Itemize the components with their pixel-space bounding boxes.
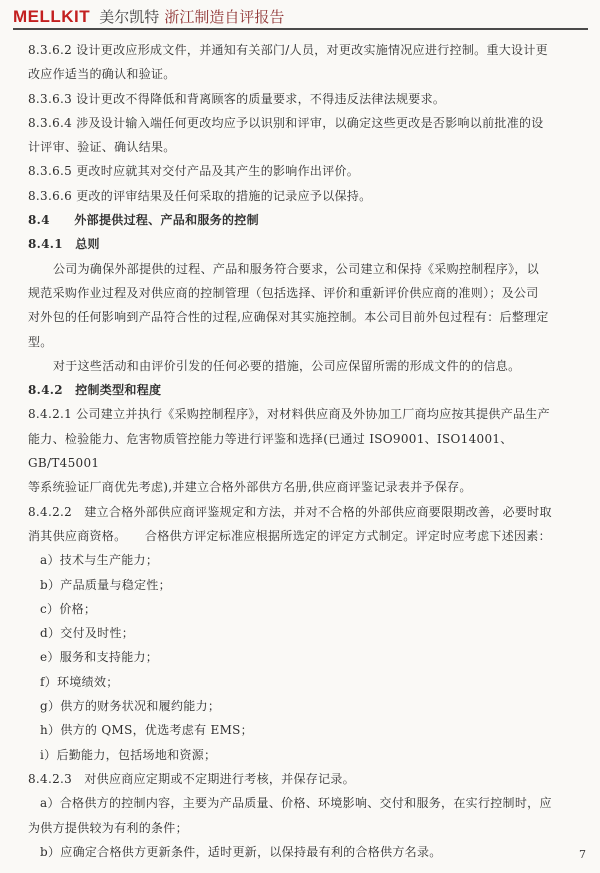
text-line: 能力、检验能力、危害物质管控能力等进行评鉴和选择(已通过 ISO9001、ISO14001、GB/T45001 bbox=[28, 431, 513, 471]
text-line: 8.4.2.2 建立合格外部供应商评鉴规定和方法，并对不合格的外部供应商要限期改善，必要时取 bbox=[28, 504, 552, 519]
text-line: 8.3.6.2 设计更改应形成文件，并通知有关部门/人员，对更改实施情况应进行控制。重大设计更 bbox=[28, 43, 548, 57]
list-item-b2: b）应确定合格供方更新条件，适时更新，以保持最有利的合格供方名录。 bbox=[40, 844, 442, 859]
text-line: 8.3.6.3 设计更改不得降低和背离顾客的质量要求，不得违反法律法规要求。 bbox=[28, 91, 446, 106]
text-line: 8.3.6.5 更改时应就其对交付产品及其产生的影响作出评价。 bbox=[28, 164, 360, 179]
text-line: 计评审、验证、确认结果。 bbox=[28, 140, 176, 155]
text-line: 等系统验证厂商优先考虑),并建立合格外部供方名册,供应商评鉴记录表并予保存。 bbox=[28, 480, 472, 495]
list-item-f: f）环境绩效； bbox=[40, 674, 119, 689]
text-line: 8.3.6.6 更改的评审结果及任何采取的措施的记录应予以保持。 bbox=[28, 188, 372, 203]
brand-logo-text: MELLKIT bbox=[13, 7, 91, 26]
report-title: 浙江制造自评报告 bbox=[164, 8, 285, 26]
list-item-b: b）产品质量与稳定性； bbox=[40, 577, 171, 592]
text-line: 对外包的任何影响到产品符合性的过程,应确保对其实施控制。本公司目前外包过程有：后整理定 bbox=[28, 310, 549, 325]
section-heading-8-4-2: 8.4.2 控制类型和程度 bbox=[28, 383, 162, 398]
document-body bbox=[28, 38, 574, 864]
text-line: 公司为确保外部提供的过程、产品和服务符合要求，公司建立和保持《采购控制程序》，以 bbox=[53, 261, 540, 276]
list-item-h: h）供方的 QMS，优选考虑有 EMS； bbox=[40, 723, 253, 738]
text-line: 8.4.2.1 公司建立并执行《采购控制程序》，对材料供应商及外协加工厂商均应按其提供产品生产 bbox=[28, 407, 550, 422]
list-item-g: g）供方的财务状况和履约能力； bbox=[40, 699, 221, 714]
report-header bbox=[13, 6, 588, 27]
list-item-c: c）价格； bbox=[40, 601, 97, 616]
text-line: 对于这些活动和由评价引发的任何必要的措施，公司应保留所需的形成文件的的信息。 bbox=[53, 358, 521, 373]
text-line: 规范采购作业过程及对供应商的控制管理（包括选择、评价和重新评价供应商的准则）；及公司 bbox=[28, 285, 539, 300]
section-heading-8-4: 8.4 外部提供过程、产品和服务的控制 bbox=[28, 213, 259, 228]
text-line: 为供方提供较为有利的条件； bbox=[28, 820, 188, 835]
list-item-a: a）技术与生产能力； bbox=[40, 553, 159, 568]
text-line: 消其供应商资格。 合格供方评定标准应根据所选定的评定方式制定。评定时应考虑下述因素： bbox=[28, 528, 551, 543]
text-line: 型。 bbox=[28, 334, 53, 349]
header-divider bbox=[13, 28, 588, 30]
page-number: 7 bbox=[579, 848, 586, 861]
list-item-d: d）交付及时性； bbox=[40, 626, 135, 641]
section-heading-8-4-1: 8.4.1 总则 bbox=[28, 237, 100, 252]
list-item-e: e）服务和支持能力； bbox=[40, 650, 159, 665]
text-line: 8.4.2.3 对供应商应定期或不定期进行考核，并保存记录。 bbox=[28, 771, 355, 786]
list-item-i: i）后勤能力，包括场地和资源； bbox=[40, 747, 217, 762]
text-line: 改应作适当的确认和验证。 bbox=[28, 67, 176, 82]
list-item-a2: a）合格供方的控制内容，主要为产品质量、价格、环境影响、交付和服务，在实行控制时，应 bbox=[40, 796, 552, 811]
brand-chinese-name: 美尔凯特 bbox=[99, 8, 160, 26]
text-line: 8.3.6.4 涉及设计输入端任何更改均应予以识别和评审，以确定这些更改是否影响以前批准的设 bbox=[28, 115, 544, 130]
